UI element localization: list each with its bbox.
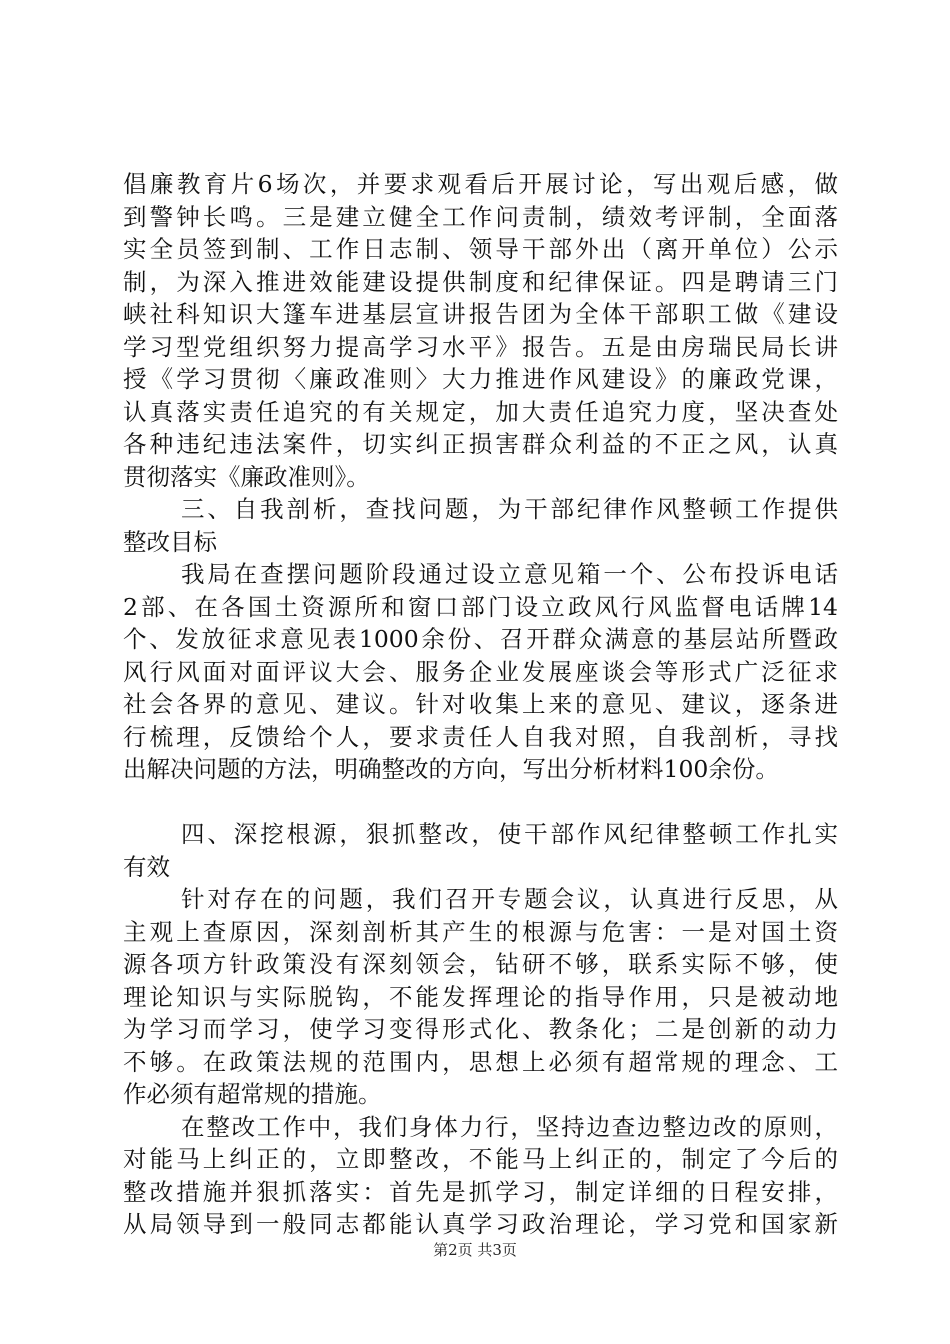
text-line: 在整改工作中，我们身体力行，坚持边查边整边改的原则， bbox=[181, 1112, 838, 1141]
text-line: 实全员签到制、工作日志制、领导干部外出（离开单位）公示 bbox=[123, 235, 838, 263]
text-line: 出解决问题的方法，明确整改的方向，写出分析材料100余份。 bbox=[123, 755, 779, 783]
text-line: 对能马上纠正的，立即整改，不能马上纠正的，制定了今后的 bbox=[123, 1145, 838, 1173]
text-line: 贯彻落实《廉政准则》。 bbox=[123, 462, 370, 491]
text-line: 2部、在各国土资源所和窗口部门设立政风行风监督电话牌14 bbox=[123, 592, 838, 621]
text-line: 个、发放征求意见表1000余份、召开群众满意的基层站所暨政 bbox=[123, 625, 838, 653]
text-line: 制，为深入推进效能建设提供制度和纪律保证。四是聘请三门 bbox=[123, 267, 838, 296]
text-line: 作必须有超常规的措施。 bbox=[123, 1080, 382, 1108]
text-line: 认真落实责任追究的有关规定，加大责任追究力度，坚决查处 bbox=[123, 397, 838, 426]
text-line: 从局领导到一般同志都能认真学习政治理论，学习党和国家新 bbox=[123, 1210, 838, 1238]
paragraph-gap bbox=[123, 786, 838, 819]
section-heading-4: 四、深挖根源，狠抓整改，使干部作风纪律整顿工作扎实 bbox=[181, 820, 838, 848]
section-heading-3-cont: 整改目标 bbox=[123, 527, 217, 556]
page-footer: 第2页 共3页 bbox=[433, 1241, 517, 1259]
text-line: 学习型党组织努力提高学习水平》报告。五是由房瑞民局长讲 bbox=[123, 332, 838, 361]
text-line: 风行风面对面评议大会、服务企业发展座谈会等形式广泛征求 bbox=[123, 657, 838, 686]
text-line: 到警钟长鸣。三是建立健全工作问责制，绩效考评制，全面落 bbox=[123, 202, 838, 231]
text-line: 整改措施并狠抓落实：首先是抓学习，制定详细的日程安排， bbox=[123, 1177, 838, 1206]
text-line: 我局在查摆问题阶段通过设立意见箱一个、公布投诉电话 bbox=[181, 560, 838, 588]
section-heading-3: 三、自我剖析，查找问题，为干部纪律作风整顿工作提供 bbox=[181, 495, 838, 523]
text-line: 峡社科知识大篷车进基层宣讲报告团为全体干部职工做《建设 bbox=[123, 300, 838, 328]
text-line: 理论知识与实际脱钩，不能发挥理论的指导作用，只是被动地 bbox=[123, 982, 838, 1011]
document-body bbox=[123, 168, 838, 1241]
text-line: 行梳理，反馈给个人，要求责任人自我对照，自我剖析，寻找 bbox=[123, 722, 838, 751]
text-line: 倡廉教育片6场次，并要求观看后开展讨论，写出观后感，做 bbox=[123, 170, 838, 198]
text-line: 针对存在的问题，我们召开专题会议，认真进行反思，从 bbox=[181, 885, 838, 913]
text-line: 为学习而学习，使学习变得形式化、教条化；二是创新的动力 bbox=[123, 1015, 838, 1043]
text-line: 不够。在政策法规的范围内，思想上必须有超常规的理念、工 bbox=[123, 1047, 838, 1076]
text-line: 源各项方针政策没有深刻领会，钻研不够，联系实际不够，使 bbox=[123, 950, 838, 978]
text-line: 主观上查原因，深刻剖析其产生的根源与危害：一是对国土资 bbox=[123, 917, 838, 946]
text-line: 各种违纪违法案件，切实纠正损害群众利益的不正之风，认真 bbox=[123, 430, 838, 458]
text-line: 社会各界的意见、建议。针对收集上来的意见、建议，逐条进 bbox=[123, 690, 838, 718]
section-heading-4-cont: 有效 bbox=[123, 852, 170, 881]
text-line: 授《学习贯彻〈廉政准则〉大力推进作风建设》的廉政党课， bbox=[123, 365, 838, 393]
